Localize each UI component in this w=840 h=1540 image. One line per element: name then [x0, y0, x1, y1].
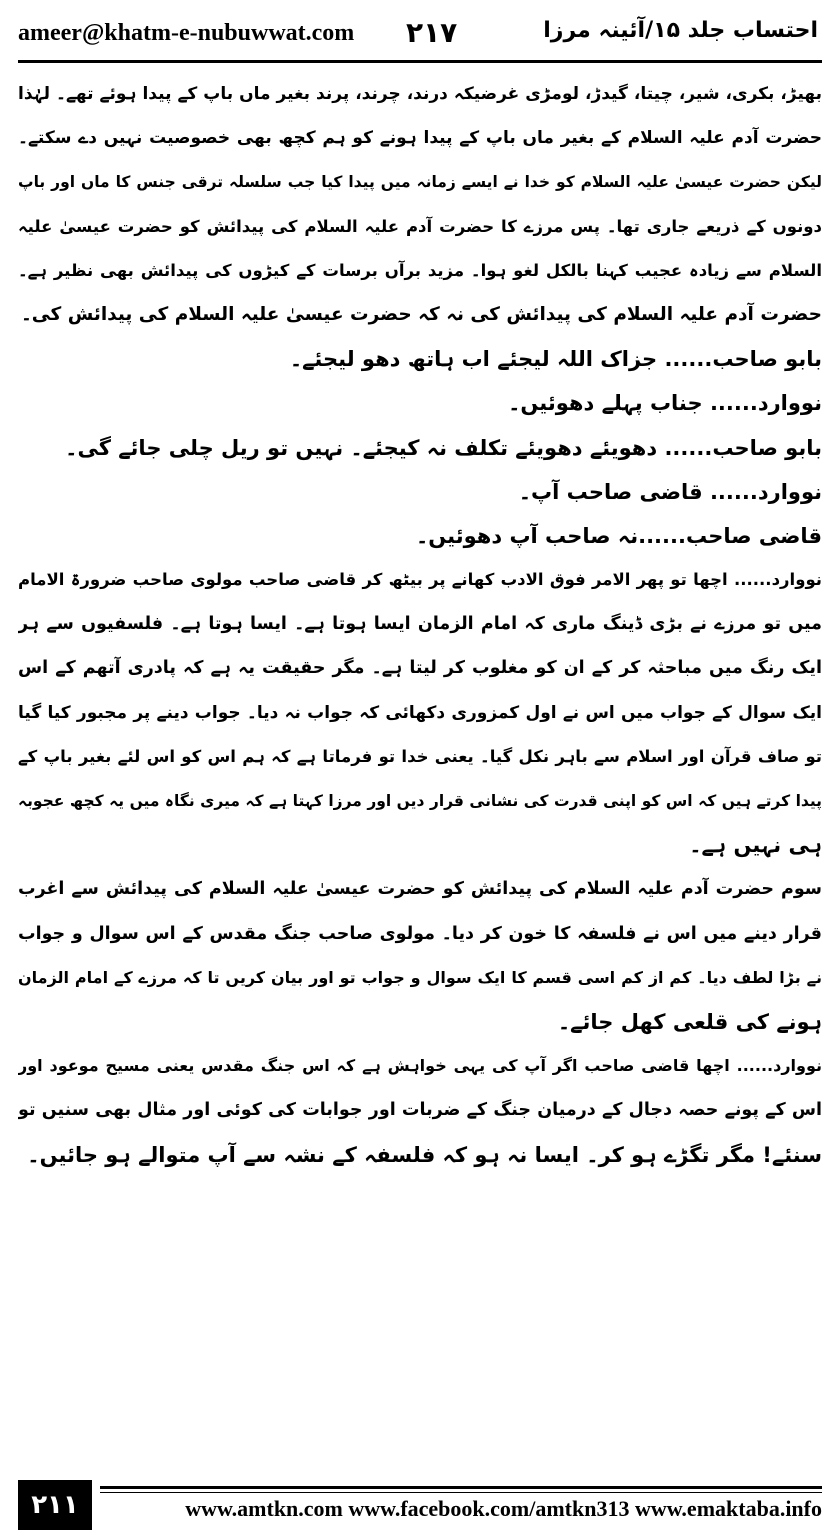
header-email: ameer@khatm-e-nubuwwat.com: [18, 20, 355, 46]
text-line: پیدا کرتے ہیں کہ اس کو اپنی قدرت کی نشانی قرار دیں اور مرزا کہتا ہے کہ میری نگاہ میں یہ کچھ عجوبہ: [18, 792, 822, 810]
footer-divider: [100, 1486, 822, 1489]
dialogue-line: بابو صاحب...... دھویئے دھویئے تکلف نہ کیجئے۔ نہیں تو ریل چلی جائے گی۔: [65, 435, 822, 460]
text-line: دونوں کے ذریعے جاری تھا۔ پس مرزے کا حضرت آدم علیہ السلام کی پیدائش کو حضرت عیسیٰ علیہ: [18, 216, 822, 236]
text-line: بھیڑ، بکری، شیر، چیتا، گیدڑ، لومڑی غرضیکہ درند، چرند، پرند بغیر ماں باپ کے پیدا ہوئے تھے۔ لہٰذا: [18, 84, 822, 104]
footer-links[interactable]: www.amtkn.com www.facebook.com/amtkn313 www.emaktaba.info: [185, 1496, 822, 1521]
text-line: قرار دینے میں اس نے فلسفہ کا خون کر دیا۔ مولوی صاحب جنگ مقدس کے اس سوال و جواب: [18, 923, 822, 944]
page-header: [18, 14, 822, 60]
text-line: نووارد...... اچھا تو پھر الامر فوق الادب کھانے پر بیٹھ کر قاضی صاحب مولوی صاحب ضرورۃ الامام: [18, 570, 822, 590]
header-divider: [18, 60, 822, 63]
text-line: حضرت آدم علیہ السلام کی پیدائش کی نہ کہ حضرت عیسیٰ علیہ السلام کی پیدائش کی۔: [20, 303, 822, 325]
text-line: ایک رنگ میں مباحثہ کر کے ان کو مغلوب کر لیتا ہے۔ مگر حقیقت یہ ہے کہ پادری آتھم کے اس: [18, 658, 822, 679]
dialogue-line: نووارد...... قاضی صاحب آپ۔: [518, 479, 822, 504]
text-line: نے بڑا لطف دیا۔ کم از کم اسی قسم کا ایک سوال و جواب تو اور بیان کریں تا کہ مرزے کے امام الزمان: [18, 967, 822, 987]
text-line: نووارد...... اچھا قاضی صاحب اگر آپ کی یہی خواہش ہے کہ اس جنگ مقدس یعنی مسیح موعود اور: [18, 1056, 822, 1076]
dialogue-line: قاضی صاحب......نہ صاحب آپ دھوئیں۔: [415, 523, 822, 548]
footer-divider-thin: [100, 1492, 822, 1493]
dialogue-line: نووارد...... جناب پہلے دھوئیں۔: [508, 391, 822, 416]
footer-page-box: ۲۱۱: [18, 1480, 92, 1530]
page-footer: [18, 1480, 822, 1530]
header-page-number: ۲۱۷: [406, 16, 458, 49]
text-line: سوم حضرت آدم علیہ السلام کی پیدائش کو حضرت عیسیٰ علیہ السلام کی پیدائش سے اغرب: [18, 879, 822, 900]
text-line: ایک سوال کے جواب میں اس نے اول کمزوری دکھائی کہ جواب نہ دیا۔ جواب دینے پر مجبور کیا گیا: [18, 702, 822, 723]
header-book-title: احتساب جلد ۱۵/آئینہ مرزا: [543, 18, 818, 43]
text-line: السلام سے زیادہ عجیب کہنا بالکل لغو ہوا۔ مزید برآں برسات کے کیڑوں کی پیدائش بھی نظیر ہے۔: [18, 260, 822, 280]
text-line: تو صاف قرآن اور اسلام سے باہر نکل گیا۔ یعنی خدا تو فرماتا ہے کہ ہم اس کو اس لئے بغیر باپ کے: [18, 746, 822, 766]
text-line: لیکن حضرت عیسیٰ علیہ السلام کو خدا نے ایسے زمانہ میں پیدا کیا جب سلسلہ ترقی جنس کا ماں اور باپ: [18, 173, 822, 192]
text-line: ہونے کی قلعی کھل جائے۔: [557, 1009, 822, 1034]
text-line: ہی نہیں ہے۔: [689, 833, 822, 858]
text-line: سنئے! مگر تگڑے ہو کر۔ ایسا نہ ہو کہ فلسفہ کے نشہ سے آپ متوالے ہو جائیں۔: [27, 1142, 822, 1167]
dialogue-line: بابو صاحب...... جزاک اللہ لیجئے اب ہاتھ دھو لیجئے۔: [289, 347, 822, 372]
page-body: [18, 72, 822, 1177]
text-line: میں تو مرزے نے بڑی ڈینگ ماری کہ امام الزمان ایسا ہوتا ہے۔ ایسا ہوتا ہے۔ فلسفیوں سے ہر: [18, 614, 822, 635]
text-line: اس کے پونے حصہ دجال کے درمیان جنگ کے ضربات اور جوابات کی کوئی اور مثال بھی سنیں تو: [18, 1100, 822, 1121]
text-line: حضرت آدم علیہ السلام کے بغیر ماں باپ کے پیدا ہونے کو ہم کچھ بھی خصوصیت نہیں دے سکتے۔: [18, 128, 822, 149]
